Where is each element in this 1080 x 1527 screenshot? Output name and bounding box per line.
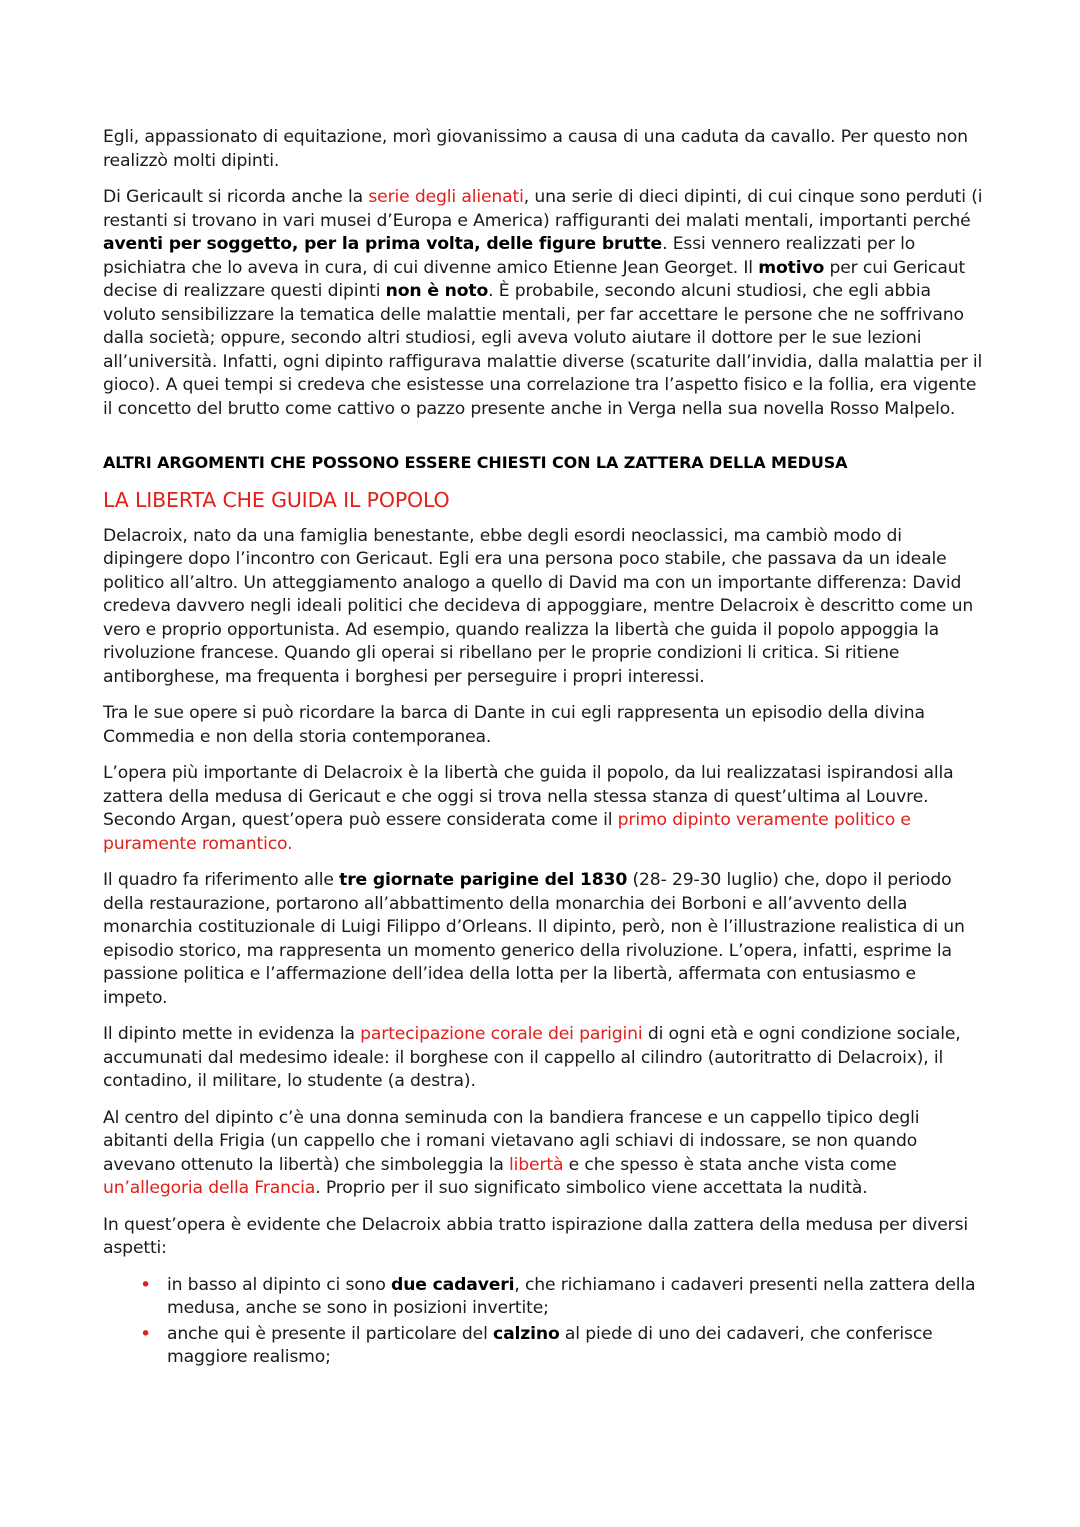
document-page bbox=[103, 126, 983, 1372]
bold-calzino: calzino bbox=[493, 1323, 560, 1344]
list-item: • in basso al dipinto ci sono due cadaveri, che richiamano i cadaveri presenti nella zattera della medusa, anche se sono in posizioni invertite; bbox=[140, 1273, 976, 1318]
paragraph-barca-dante: Tra le sue opere si può ricordare la barca di Dante in cui egli rappresenta un episodio della divina Commedia e non della storia contemporanea. bbox=[103, 703, 925, 747]
highlight-serie-alienati: serie degli alienati bbox=[368, 187, 524, 207]
bold-motivo: motivo bbox=[758, 257, 825, 278]
bullet-dot-icon: • bbox=[140, 1322, 152, 1345]
bold-non-noto: non è noto bbox=[385, 281, 489, 301]
bullet-list bbox=[103, 1274, 983, 1370]
highlight-allegoria-francia: un’allegoria della Francia bbox=[103, 1178, 316, 1198]
bullet-dot-icon: • bbox=[140, 1273, 152, 1296]
highlight-liberta: libertà bbox=[509, 1154, 564, 1175]
bold-figure-brutte: aventi per soggetto, per la prima volta, delle figure brutte bbox=[103, 234, 663, 254]
list-item: • anche qui è presente il particolare del calzino al piede di uno dei cadaveri, che conferisce maggiore realismo; bbox=[140, 1322, 933, 1367]
paragraph-tre-giornate: Il quadro fa riferimento alle tre giornate parigine del 1830 (28- 29-30 luglio) che, dopo il periodo della restaurazione, portarono all’abbattimento della monarchia dei Borboni e all’avvento della monarchia costituzionale di Luigi Filippo d’Orleans. Il dipinto, però, non è l’illustrazione realistica di un episodio storico, ma rappresenta un momento generico della rivoluzione. L’opera, infatti, esprime la passione politica e l’affermazione dell’idea della lotta per la libertà, affermata con entusiasmo e impeto. bbox=[103, 870, 965, 1008]
highlight-partecipazione: partecipazione corale dei parigini bbox=[360, 1024, 643, 1044]
paragraph-delacroix-bio: Delacroix, nato da una famiglia benestante, ebbe degli esordi neoclassici, ma cambiò modo di dipingere dopo l’incontro con Gericaut. Egli era una persona poco stabile, che passava da un ideale politico all’altro. Un atteggiamento analogo a quello di David ma con un importante differenza: David credeva davvero negli ideali politici che decideva di appoggiare, mentre Delacroix è descritto come un vero e proprio opportunista. Ad esempio, quando realizza la libertà che guida il popolo appoggia la rivoluzione francese. Quando gli operai si ribellano per le proprie condizioni li critica. Si ritiene antiborghese, ma frequenta i borghesi per perseguire i propri interessi. bbox=[103, 525, 974, 687]
paragraph-donna-centro: Al centro del dipinto c’è una donna seminuda con la bandiera francese e un cappello tipico degli abitanti della Frigia (un cappello che i romani vietavano agli schiavi di indossare, se non quando avevano ottenuto la libertà) che simboleggia la libertà e che spesso è stata anche vista come un’allegoria della Francia. Proprio per il suo significato simbolico viene accettata la nudità. bbox=[103, 1107, 920, 1198]
bold-tre-giornate: tre giornate parigine del 1830 bbox=[339, 870, 628, 890]
subtitle-liberta: LA LIBERTA CHE GUIDA IL POPOLO bbox=[103, 487, 450, 512]
section-heading: ALTRI ARGOMENTI CHE POSSONO ESSERE CHIESTI CON LA ZATTERA DELLA MEDUSA bbox=[103, 453, 848, 472]
paragraph-partecipazione: Il dipinto mette in evidenza la partecipazione corale dei parigini di ogni età e ogni condizione sociale, accumunati dal medesimo ideale: il borghese con il cappello al cilindro (autoritratto di Delacroix), il contadino, il militare, lo studente (a destra). bbox=[103, 1024, 961, 1091]
highlight-primo-dipinto: primo dipinto veramente politico e puramente romantico. bbox=[103, 810, 911, 854]
paragraph-opera-importante: L’opera più importante di Delacroix è la libertà che guida il popolo, da lui realizzatasi ispirandosi alla zattera della medusa di Gericaut e che oggi si trova nella stessa stanza di quest’ultima al Louvre. Secondo Argan, quest’opera può essere considerata come il primo dipinto veramente politico e puramente romantico. bbox=[103, 763, 954, 854]
bold-due-cadaveri: due cadaveri bbox=[391, 1274, 515, 1295]
paragraph-gericault-death: Egli, appassionato di equitazione, morì giovanissimo a causa di una caduta da cavallo. Per questo non realizzò molti dipinti. bbox=[103, 127, 968, 171]
paragraph-alienati-series: Di Gericault si ricorda anche la serie degli alienati, una serie di dieci dipinti, di cui cinque sono perduti (i restanti si trovano in vari musei d’Europa e America) raffiguranti dei malati mentali, importanti perché aventi per soggetto, per la prima volta, delle figure brutte. Essi vennero realizzati per lo psichiatra che lo aveva in cura, di cui divenne amico Etienne Jean Georget. Il motivo per cui Gericaut decise di realizzare questi dipinti non è noto. È probabile, secondo alcuni studiosi, che egli abbia voluto sensibilizzare la tematica delle malattie mentali, per far accettare le persone che ne soffrivano dalla società; oppure, secondo altri studiosi, egli aveva voluto aiutare il dottore per le sue lezioni all’università. Infatti, ogni dipinto raffigurava malattie diverse (scaturite dall’invidia, dalla malattia per il gioco). A quei tempi si credeva che esistesse una correlazione tra l’aspetto fisico e la follia, era vigente il concetto del brutto come cattivo o pazzo presente anche in Verga nella sua novella Rosso Malpelo. bbox=[103, 187, 983, 419]
paragraph-ispirazione: In quest’opera è evidente che Delacroix abbia tratto ispirazione dalla zattera della medusa per diversi aspetti: bbox=[103, 1214, 969, 1258]
